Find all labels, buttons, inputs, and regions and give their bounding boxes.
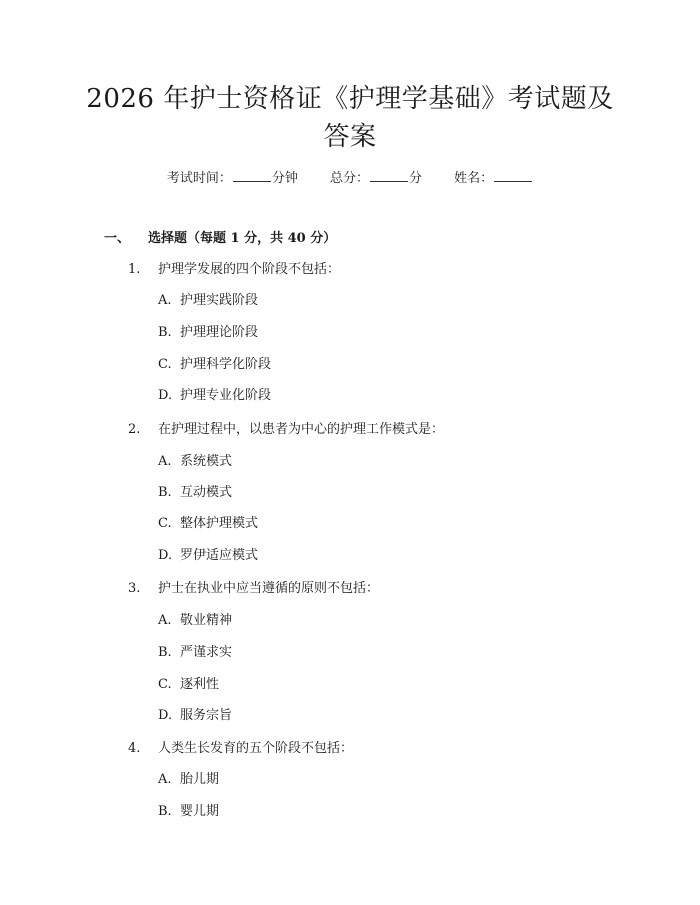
- answer-option: [158, 292, 258, 310]
- answer-option: [158, 324, 258, 342]
- answer-option: [158, 547, 258, 565]
- question-text: 人类生长发育的五个阶段不包括：: [158, 741, 354, 756]
- answer-option: [158, 515, 258, 533]
- option-text: 护理专业化阶段: [180, 388, 272, 403]
- answer-option: [158, 771, 219, 789]
- answer-option: [158, 676, 219, 694]
- question-number: 1.: [128, 262, 141, 277]
- option-letter: C.: [158, 357, 172, 372]
- option-letter: C.: [158, 516, 172, 531]
- option-text: 护理科学化阶段: [180, 357, 272, 372]
- name-blank: [494, 168, 532, 182]
- option-letter: C.: [158, 677, 172, 692]
- answer-option: [158, 356, 271, 374]
- option-letter: D.: [158, 388, 173, 403]
- exam-info-line: [0, 168, 700, 188]
- question-text: 护士在执业中应当遵循的原则不包括：: [158, 581, 380, 596]
- option-letter: B.: [158, 325, 172, 340]
- exam-time-unit: 分钟: [271, 171, 298, 186]
- option-text: 护理实践阶段: [180, 293, 259, 308]
- option-text: 整体护理模式: [180, 516, 259, 531]
- option-letter: A.: [158, 454, 172, 469]
- total-score-blank: [370, 168, 408, 182]
- option-letter: A.: [158, 613, 172, 628]
- option-letter: B.: [158, 804, 172, 819]
- section-heading: [104, 230, 336, 248]
- option-letter: A.: [158, 293, 172, 308]
- total-score-field: [330, 168, 422, 188]
- total-score-label: 总分：: [329, 171, 369, 186]
- option-letter: D.: [158, 548, 173, 563]
- question-number: 3.: [128, 581, 141, 596]
- document-title-line-1: 2026 年护士资格证《护理学基础》考试题及: [86, 84, 614, 114]
- option-letter: B.: [158, 645, 172, 660]
- answer-option: [158, 803, 219, 821]
- option-letter: D.: [158, 708, 173, 723]
- option-text: 系统模式: [180, 454, 233, 469]
- answer-option: [158, 453, 232, 471]
- option-text: 罗伊适应模式: [180, 548, 259, 563]
- question-item: [128, 580, 379, 598]
- exam-time-label: 考试时间：: [166, 171, 232, 186]
- question-number: 2.: [128, 422, 141, 437]
- document-title-line-2: 答案: [323, 122, 377, 152]
- question-number: 4.: [128, 741, 141, 756]
- answer-option: [158, 387, 271, 405]
- option-text: 严谨求实: [180, 645, 233, 660]
- option-text: 婴儿期: [180, 804, 220, 819]
- option-text: 敬业精神: [180, 613, 233, 628]
- answer-option: [158, 612, 232, 630]
- answer-option: [158, 644, 232, 662]
- answer-option: [158, 707, 232, 725]
- question-item: [128, 421, 444, 439]
- option-letter: A.: [158, 772, 172, 787]
- question-text: 护理学发展的四个阶段不包括：: [158, 262, 341, 277]
- answer-option: [158, 484, 232, 502]
- option-letter: B.: [158, 485, 172, 500]
- option-text: 互动模式: [180, 485, 233, 500]
- section-title: 选择题（每题 1 分，共 40 分）: [148, 231, 337, 246]
- option-text: 胎儿期: [180, 772, 220, 787]
- exam-time-blank: [233, 168, 271, 182]
- exam-time-field: [167, 168, 298, 188]
- total-score-unit: 分: [409, 171, 423, 186]
- question-item: [128, 740, 353, 758]
- question-text: 在护理过程中，以患者为中心的护理工作模式是：: [158, 422, 445, 437]
- option-text: 服务宗旨: [180, 708, 233, 723]
- name-field: [454, 168, 533, 188]
- question-item: [128, 261, 340, 279]
- option-text: 逐利性: [180, 677, 220, 692]
- option-text: 护理理论阶段: [180, 325, 259, 340]
- name-label: 姓名：: [454, 171, 494, 186]
- section-number: 一、: [104, 231, 131, 246]
